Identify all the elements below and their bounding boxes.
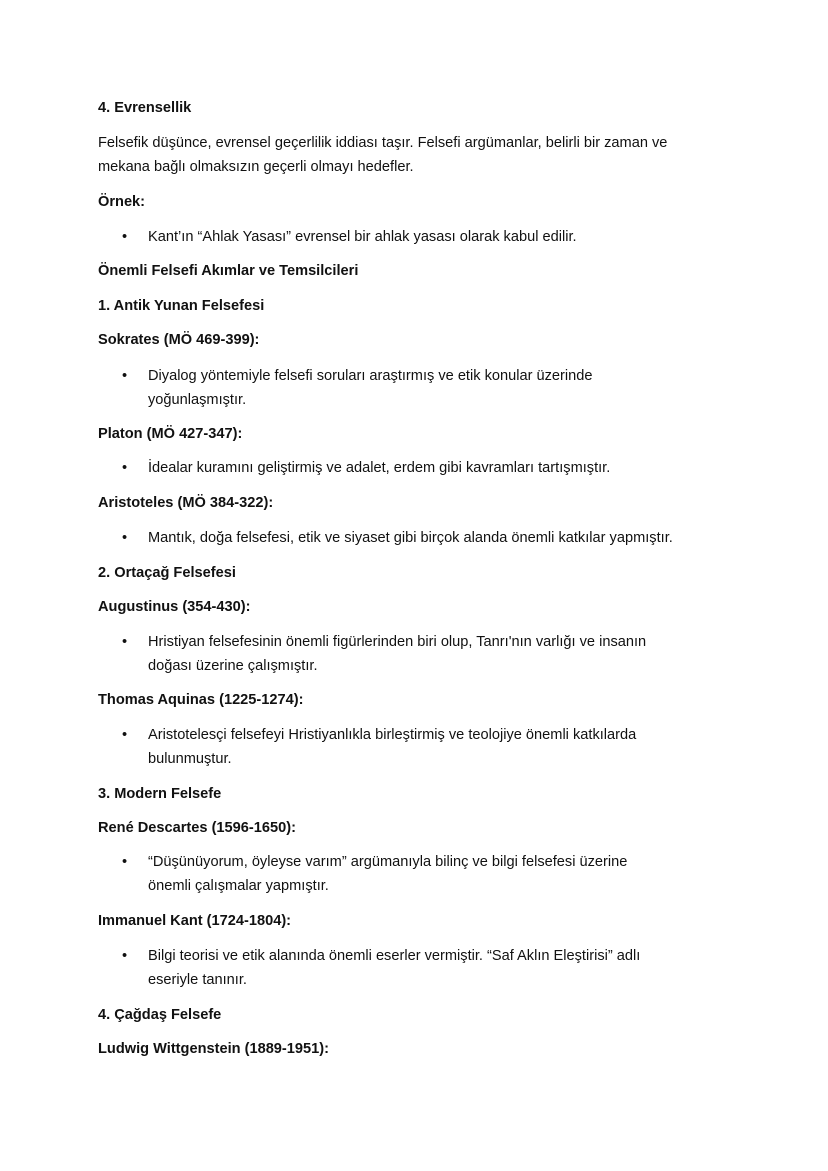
- list-item-text: İdealar kuramını geliştirmiş ve adalet, erdem gibi kavramları tartışmıştır.: [148, 460, 611, 476]
- section-heading: 4. Evrensellik: [98, 100, 192, 116]
- list-item-text: [148, 723, 636, 771]
- philosopher-heading: Thomas Aquinas (1225-1274):: [98, 692, 304, 708]
- line: Aristotelesçi felsefeyi Hristiyanlıkla birleştirmiş ve teolojiye önemli katkılarda: [148, 727, 637, 743]
- bullet-icon: •: [122, 368, 128, 384]
- example-label: Örnek:: [98, 194, 146, 210]
- line: eseriyle tanınır.: [148, 972, 247, 988]
- section-heading: 3. Modern Felsefe: [98, 786, 222, 802]
- bullet-icon: •: [122, 634, 128, 650]
- philosopher-heading: Augustinus (354-430):: [98, 599, 251, 615]
- line: doğası üzerine çalışmıştır.: [148, 658, 318, 674]
- list-item-text: [148, 630, 646, 678]
- list-item-text: [148, 944, 640, 992]
- bullet-icon: •: [122, 530, 128, 546]
- list-item-text: Kant’ın “Ahlak Yasası” evrensel bir ahlak yasası olarak kabul edilir.: [148, 229, 577, 245]
- philosopher-heading: Platon (MÖ 427-347):: [98, 426, 243, 442]
- list-item-text: [148, 364, 592, 412]
- list-item-text: [148, 850, 627, 898]
- bullet-icon: •: [122, 727, 128, 743]
- bullet-icon: •: [122, 948, 128, 964]
- paragraph-line: mekana bağlı olmaksızın geçerli olmayı hedefler.: [98, 159, 414, 175]
- line: “Düşünüyorum, öyleyse varım” argümanıyla bilinç ve bilgi felsefesi üzerine: [148, 854, 628, 870]
- philosopher-heading: Sokrates (MÖ 469-399):: [98, 332, 260, 348]
- paragraph-line: Felsefik düşünce, evrensel geçerlilik iddiası taşır. Felsefi argümanlar, belirli bir zaman ve: [98, 135, 668, 151]
- list-item-text: Mantık, doğa felsefesi, etik ve siyaset gibi birçok alanda önemli katkılar yapmıştır.: [148, 530, 673, 546]
- bullet-icon: •: [122, 460, 128, 476]
- section-heading: 4. Çağdaş Felsefe: [98, 1007, 222, 1023]
- line: bulunmuştur.: [148, 751, 232, 767]
- bullet-icon: •: [122, 229, 128, 245]
- section-heading: 2. Ortaçağ Felsefesi: [98, 565, 236, 581]
- bullet-icon: •: [122, 854, 128, 870]
- line: Diyalog yöntemiyle felsefi soruları araştırmış ve etik konular üzerinde: [148, 368, 593, 384]
- philosopher-heading: Immanuel Kant (1724-1804):: [98, 913, 292, 929]
- philosopher-heading: Aristoteles (MÖ 384-322):: [98, 495, 274, 511]
- line: önemli çalışmalar yapmıştır.: [148, 878, 329, 894]
- philosopher-heading: Ludwig Wittgenstein (1889-1951):: [98, 1041, 329, 1057]
- section-heading: Önemli Felsefi Akımlar ve Temsilcileri: [98, 263, 359, 279]
- paragraph: [98, 131, 667, 179]
- line: Hristiyan felsefesinin önemli figürlerinden biri olup, Tanrı'nın varlığı ve insanın: [148, 634, 647, 650]
- line: Bilgi teorisi ve etik alanında önemli eserler vermiştir. “Saf Aklın Eleştirisi” adlı: [148, 948, 641, 964]
- section-heading: 1. Antik Yunan Felsefesi: [98, 298, 265, 314]
- line: yoğunlaşmıştır.: [148, 392, 247, 408]
- philosopher-heading: René Descartes (1596-1650):: [98, 820, 296, 836]
